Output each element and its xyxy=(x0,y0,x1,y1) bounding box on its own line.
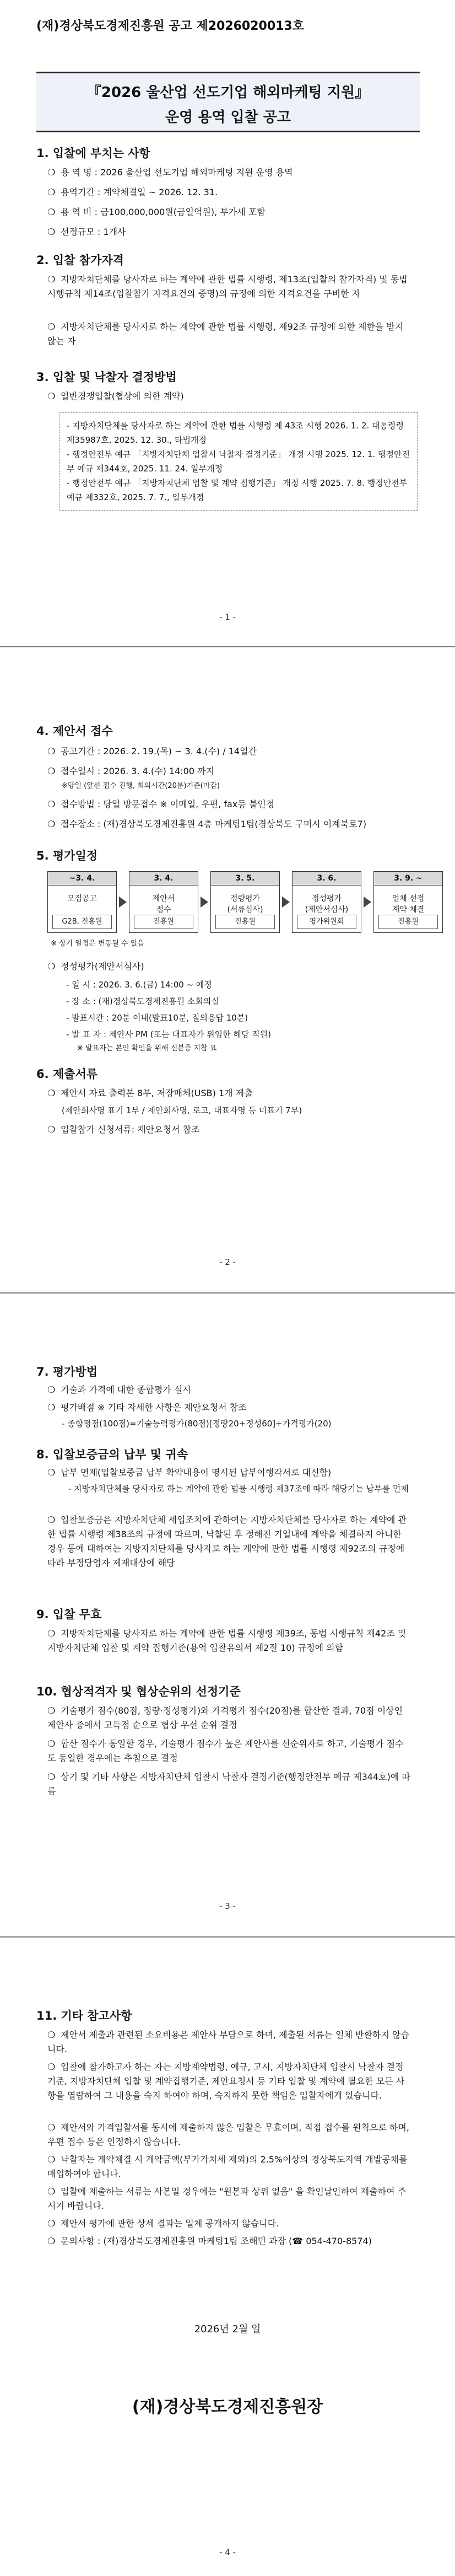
stage-label: 정량평가 (서류심사) xyxy=(227,894,263,914)
stage-box xyxy=(129,871,198,933)
stage-date: ~3. 4. xyxy=(48,872,116,886)
stage-box xyxy=(47,871,117,933)
s1-item: ❍ 선정규모 : 1개사 xyxy=(47,227,126,237)
legal-ref: - 행정안전부 예규 「지방자치단체 입찰시 낙찰자 결정기준」 개정 시행 2025. 12. 1. 행정안전부 예규 제344호, 2025. 11. 24. 일부개정 xyxy=(67,449,410,474)
legal-ref: - 행정안전부 예규 「지방자치단체 입찰 및 계약 집행기준」 개정 시행 2025. 7. 8. 행정안전부 예규 제332호, 2025. 7. 7., 일부개정 xyxy=(67,478,408,502)
stage-owner: 진흥원 xyxy=(134,915,193,929)
s11-item: ❍ 문의사항 : (재)경상북도경제진흥원 마케팅1팀 조해민 과장 (☎ 054-470-8574) xyxy=(47,2236,372,2246)
arrow-right-icon xyxy=(119,897,127,908)
page-divider xyxy=(0,1292,455,1294)
page-1 xyxy=(0,0,455,645)
s4-item: ❍ 접수일시 : 2026. 3. 4.(수) 14:00 까지 xyxy=(47,766,215,776)
page-2 xyxy=(0,651,455,1290)
section-8-heading: 8. 입찰보증금의 납부 및 귀속 xyxy=(36,1448,188,1461)
s7-item: ❍ 기술과 가격에 대한 종합평가 실시 xyxy=(47,1384,191,1395)
s11-item: ❍ 입찰에 제출하는 서류는 사본일 경우에는 "원본과 상위 없음" 을 확인날인하여 제출하여 주시기 바랍니다. xyxy=(47,2186,407,2211)
s7-item: ❍ 평가배점 ※ 기타 자세한 사항은 제안요청서 참조 xyxy=(47,1402,247,1413)
s6-item: ❍ 제안서 자료 출력본 8부, 저장매체(USB) 1개 제출 xyxy=(47,1088,253,1098)
arrow-right-icon xyxy=(201,897,208,908)
s1-item: ❍ 용역기간 : 계약체결일 ~ 2026. 12. 31. xyxy=(47,187,218,197)
page-divider xyxy=(0,1936,455,1938)
closing-date: 2026년 2월 일 xyxy=(194,2323,261,2335)
section-7-heading: 7. 평가방법 xyxy=(36,1365,98,1378)
s10-item: ❍ 기술평가 점수(80점, 정량·정성평가)와 가격평가 점수(20점)를 합산한 결과, 70점 이상인 제안사 중에서 고득점 순으로 협상 우선 순위 결정 xyxy=(47,1705,403,1730)
s5-eval-label: ❍ 정성평가(제안서심사) xyxy=(47,961,144,972)
section-2-heading: 2. 입찰 참가자격 xyxy=(36,254,124,267)
title-line-2: 운영 용역 입찰 공고 xyxy=(165,109,291,126)
page-divider xyxy=(0,646,455,647)
stage-label: 제안서 접수 xyxy=(152,894,175,914)
page-number: - 2 - xyxy=(219,1257,236,1267)
s6-sub: (제안회사명 표기 1부 / 제안회사명, 로고, 대표자명 등 미표기 7부) xyxy=(62,1105,302,1115)
title-line-1: 『2026 울산업 선도기업 해외마케팅 지원』 xyxy=(86,84,370,101)
notice-number: (재)경상북도경제진흥원 공고 제2026020013호 xyxy=(36,19,305,33)
eval-line: - 일 시 : 2026. 3. 6.(금) 14:00 ~ 예정 xyxy=(66,980,212,990)
stage-note: ※ 상기 일정은 변동될 수 있음 xyxy=(51,940,144,948)
title-box xyxy=(36,72,420,132)
s7-sub: - 종합평점(100점)=기술능력평가(80점)[정량20+정성60]+가격평가(20) xyxy=(62,1419,332,1429)
s8-sub: - 지방자치단체를 당사자로 하는 계약에 관한 법률 시행령 제37조에 따라 해당기는 납부를 면제 xyxy=(68,1484,409,1494)
stage-box xyxy=(373,871,443,933)
stage-box xyxy=(210,871,280,933)
stage-box xyxy=(292,871,361,933)
section-11-heading: 11. 기타 참고사항 xyxy=(36,2009,132,2022)
s6-item: ❍ 입찰참가 신청서류: 제안요청서 참조 xyxy=(47,1124,200,1135)
s1-item: ❍ 용 역 명 : 2026 울산업 선도기업 해외마케팅 지원 운영 용역 xyxy=(47,167,293,178)
eval-line: - 발표시간 : 20분 이내(발표10분, 질의응답 10분) xyxy=(66,1013,248,1023)
s4-note: ※당일 (앞선 접수 진행, 회의시간(20분)기준(마감) xyxy=(62,782,220,790)
s1-item: ❍ 용 역 비 : 금100,000,000원(금일억원), 부가세 포함 xyxy=(47,207,266,217)
page-3 xyxy=(0,1297,455,1934)
section-10-heading: 10. 협상적격자 및 협상순위의 선정기준 xyxy=(36,1685,241,1698)
s11-item: ❍ 낙찰자는 계약체결 시 계약금액(부가가치세 제외)의 2.5%이상의 경상북도지역 개발공채를 매입하여야 합니다. xyxy=(47,2154,408,2179)
s4-item: ❍ 공고기간 : 2026. 2. 19.(목) ~ 3. 4.(수) / 14일간 xyxy=(47,746,257,756)
s3-legal-box xyxy=(59,412,418,511)
section-9-heading: 9. 입찰 무효 xyxy=(36,1608,102,1621)
section-3-heading: 3. 입찰 및 낙찰자 결정방법 xyxy=(36,371,177,384)
stage-date: 3. 6. xyxy=(292,872,361,886)
s9-item: ❍ 지방자치단체를 당사자로 하는 계약에 관한 법률 시행령 제39조, 동법 시행규칙 제42조 및 지방자치단체 입찰 및 계약 집행기준(용역 입찰유의서 제2절 10) 규정에 의함 xyxy=(47,1628,407,1653)
s3-item: ❍ 일반경쟁입찰(협상에 의한 계약) xyxy=(47,391,184,401)
stage-owner: 진흥원 xyxy=(378,915,438,929)
stage-owner: 평가위원회 xyxy=(297,915,356,929)
page-number: - 1 - xyxy=(219,612,236,622)
page-4 xyxy=(0,1941,455,2576)
stage-date: 3. 4. xyxy=(129,872,198,886)
s10-item: ❍ 합산 점수가 동일할 경우, 기술평가 점수가 높은 제안사를 선순위자로 하고, 기술평가 점수도 동일한 경우에는 추첨으로 결정 xyxy=(47,1738,404,1763)
arrow-right-icon xyxy=(282,897,290,908)
s8-item: ❍ 입찰보증금은 지방자치단체 세입조치에 관하여는 지방자치단체를 당사자로 하는 계약에 관한 법률 시행령 제38조의 규정에 따르며, 낙찰된 후 정해진 기일내에 계약을 체결하지 아니한 경우 등에 대하여는 지방자치단체를 당사자로 하는 계약에 관한 법률 시행령 제92조의 규정에 따라 부정당업자 제재대상에 해당 xyxy=(47,1515,407,1568)
s10-item: ❍ 상기 및 기타 사항은 지방자치단체 입찰시 낙찰자 결정기준(행정안전부 예규 제344호)에 따름 xyxy=(47,1772,410,1796)
eval-line: - 장 소 : (재)경상북도경제진흥원 소회의실 xyxy=(66,996,219,1006)
stage-date: 3. 9. ~ xyxy=(374,872,442,886)
s4-item: ❍ 접수장소 : (재)경상북도경제진흥원 4층 마케팅1팀(경상북도 구미시 이계북로7) xyxy=(47,819,367,829)
s4-item: ❍ 접수방법 : 당일 방문접수 ※ 이메일, 우편, fax등 불인정 xyxy=(47,799,275,809)
section-1-heading: 1. 입찰에 부치는 사항 xyxy=(36,147,150,160)
section-6-heading: 6. 제출서류 xyxy=(36,1067,98,1081)
s11-item: ❍ 제안서 평가에 관한 상세 결과는 일체 공개하지 않습니다. xyxy=(47,2218,279,2229)
stage-label: 정성평가 (제안서심사) xyxy=(305,894,349,914)
stage-owner: 진흥원 xyxy=(215,915,275,929)
arrow-right-icon xyxy=(364,897,371,908)
signature: (재)경상북도경제진흥원장 xyxy=(132,2397,323,2417)
section-4-heading: 4. 제안서 접수 xyxy=(36,724,113,738)
stage-date: 3. 5. xyxy=(211,872,279,886)
page-number: - 4 - xyxy=(219,2547,236,2557)
s2-item: ❍ 지방자치단체를 당사자로 하는 계약에 관한 법률 시행령, 제13조(입찰의 참가자격) 및 동법 시행규칙 제14조(입찰참가 자격요건의 증명)의 규정에 의한 자격요건을 구비한 자 xyxy=(47,274,408,299)
page-number: - 3 - xyxy=(219,1901,236,1911)
stage-label: 업체 선정 계약 체결 xyxy=(392,894,425,914)
s11-item: ❍ 제안서와 가격입찰서를 동시에 제출하지 않은 입찰은 무효이며, 직접 접수를 원칙으로 하며, 우편 접수 등은 인정하지 않습니다. xyxy=(47,2122,409,2147)
stage-label: 모집공고 xyxy=(67,894,98,903)
s11-item: ❍ 제안서 제출과 관련된 소요비용은 제안사 부담으로 하며, 제출된 서류는 일체 반환하지 않습니다. xyxy=(47,2030,409,2054)
section-5-heading: 5. 평가일정 xyxy=(36,849,98,862)
eval-note: ※ 발표자는 본인 확인을 위해 신분증 지참 요 xyxy=(77,1044,217,1053)
eval-line: - 발 표 자 : 제안사 PM (또는 대표자가 위임한 해당 직원) xyxy=(66,1029,271,1039)
stage-owner: G2B, 진흥원 xyxy=(52,915,112,929)
s8-item: ❍ 납부 면제(입찰보증금 납부 확약내용이 명시된 납부이행각서로 대신함) xyxy=(47,1467,332,1478)
s11-item: ❍ 입찰에 참가하고자 하는 자는 지방계약법령, 예규, 고시, 지방자치단체 입찰시 낙찰자 결정기준, 지방자치단체 입찰 및 계약집행기준, 제안요청서 등 기타 입찰 및 계약에 필요한 모든 사항을 열람하여 그 내용을 숙지 하여야 하며, 숙지하지 못한 책임은 입찰자에게 있습니다. xyxy=(47,2062,405,2101)
s2-item: ❍ 지방자치단체를 당사자로 하는 계약에 관한 법률 시행령, 제92조 규정에 의한 제한을 받지 않는 자 xyxy=(47,321,404,346)
legal-ref: - 지방자치단체를 당사자로 하는 계약에 관한 법률 시행령 제 43조 시행 2026. 1. 2. 대통령령 제35987호, 2025. 12. 30., 타법개정 xyxy=(67,421,404,445)
